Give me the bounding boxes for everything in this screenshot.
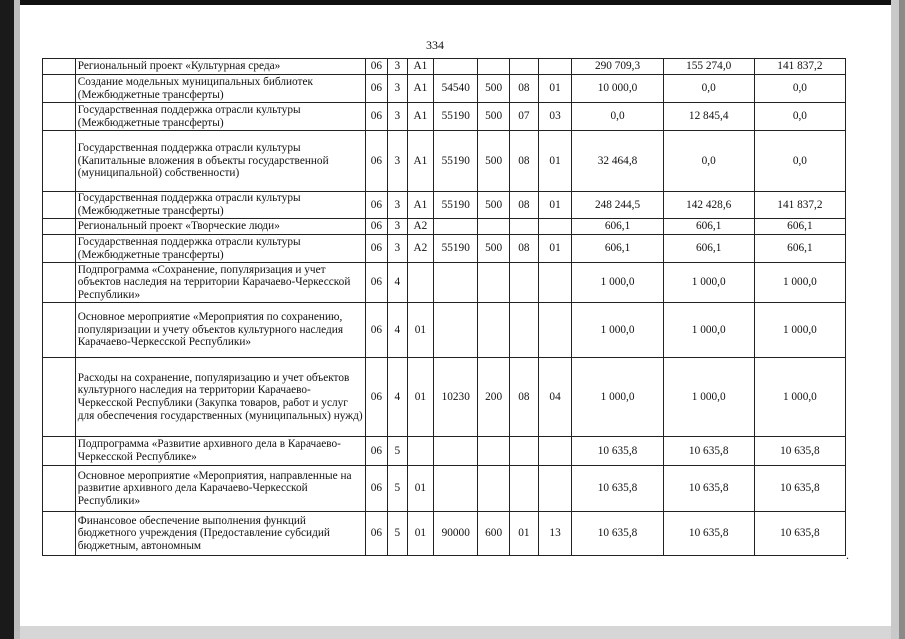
row-code-measure-cell: 01 <box>407 466 434 512</box>
row-code-program-cell: 06 <box>365 437 388 466</box>
row-code-program-cell: 06 <box>365 512 388 556</box>
row-amount-1-cell: 10 635,8 <box>572 437 663 466</box>
row-code-section-cell <box>510 59 539 75</box>
row-code-subprogram-cell: 3 <box>388 235 407 263</box>
row-code-subprogram-cell: 4 <box>388 358 407 437</box>
row-code-section-cell: 08 <box>510 131 539 192</box>
row-amount-2-cell: 142 428,6 <box>663 192 754 219</box>
budget-table <box>42 58 846 556</box>
row-name-cell: Государственная поддержка отрасли культуры (Межбюджетные трансферты) <box>75 103 365 131</box>
row-code-program-cell: 06 <box>365 103 388 131</box>
row-code-subsection-cell <box>538 466 572 512</box>
row-code-measure-cell: А1 <box>407 103 434 131</box>
row-name-cell: Государственная поддержка отрасли культуры (Межбюджетные трансферты) <box>75 192 365 219</box>
row-code-expense-type-cell <box>478 219 510 235</box>
row-code-program-cell: 06 <box>365 131 388 192</box>
row-code-subprogram-cell: 5 <box>388 437 407 466</box>
row-code-section-cell <box>510 437 539 466</box>
row-code-section-cell: 08 <box>510 358 539 437</box>
row-name-cell: Региональный проект «Творческие люди» <box>75 219 365 235</box>
row-name-cell: Подпрограмма «Сохранение, популяризация и учет объектов наследия на территории Карачаево-Черкесской Республики» <box>75 263 365 303</box>
row-code-section-cell <box>510 263 539 303</box>
row-amount-3-cell: 606,1 <box>754 219 845 235</box>
row-amount-1-cell: 10 635,8 <box>572 512 663 556</box>
row-name-cell: Финансовое обеспечение выполнения функций бюджетного учреждения (Предоставление субсидий бюджетным, автономным <box>75 512 365 556</box>
row-amount-3-cell: 0,0 <box>754 131 845 192</box>
row-code-measure-cell <box>407 437 434 466</box>
row-code-measure-cell: 01 <box>407 358 434 437</box>
table-row <box>43 303 846 358</box>
row-code-direction-cell: 55190 <box>434 131 478 192</box>
row-code-subsection-cell <box>538 219 572 235</box>
table-row <box>43 59 846 75</box>
row-amount-3-cell: 10 635,8 <box>754 466 845 512</box>
row-code-expense-type-cell: 500 <box>478 235 510 263</box>
row-margin-cell <box>43 59 76 75</box>
table-row <box>43 466 846 512</box>
row-code-subprogram-cell: 3 <box>388 219 407 235</box>
row-code-expense-type-cell: 500 <box>478 75 510 103</box>
row-code-expense-type-cell: 500 <box>478 131 510 192</box>
table-row <box>43 192 846 219</box>
row-code-measure-cell: А2 <box>407 219 434 235</box>
row-code-expense-type-cell: 500 <box>478 192 510 219</box>
row-code-section-cell: 08 <box>510 75 539 103</box>
table-row <box>43 235 846 263</box>
row-code-section-cell: 08 <box>510 192 539 219</box>
row-margin-cell <box>43 75 76 103</box>
table-row <box>43 219 846 235</box>
row-code-measure-cell: А2 <box>407 235 434 263</box>
row-name-cell: Региональный проект «Культурная среда» <box>75 59 365 75</box>
row-amount-2-cell: 10 635,8 <box>663 437 754 466</box>
row-code-program-cell: 06 <box>365 358 388 437</box>
row-amount-1-cell: 248 244,5 <box>572 192 663 219</box>
row-code-direction-cell <box>434 219 478 235</box>
row-code-direction-cell <box>434 437 478 466</box>
row-code-measure-cell <box>407 263 434 303</box>
table-row <box>43 437 846 466</box>
row-code-expense-type-cell: 200 <box>478 358 510 437</box>
table-row <box>43 103 846 131</box>
row-code-program-cell: 06 <box>365 219 388 235</box>
row-code-section-cell <box>510 466 539 512</box>
row-code-subprogram-cell: 3 <box>388 75 407 103</box>
scan-edge-left-shadow <box>14 0 20 639</box>
scan-edge-bottom <box>20 626 905 639</box>
row-code-subprogram-cell: 3 <box>388 59 407 75</box>
row-code-subprogram-cell: 3 <box>388 103 407 131</box>
row-name-cell: Основное мероприятие «Мероприятия, направленные на развитие архивного дела Карачаево-Черкесской Республики» <box>75 466 365 512</box>
table-row <box>43 512 846 556</box>
row-code-expense-type-cell: 500 <box>478 103 510 131</box>
row-code-program-cell: 06 <box>365 235 388 263</box>
row-amount-3-cell: 1 000,0 <box>754 303 845 358</box>
row-code-section-cell: 01 <box>510 512 539 556</box>
row-code-subprogram-cell: 4 <box>388 303 407 358</box>
row-code-direction-cell: 55190 <box>434 192 478 219</box>
row-code-subprogram-cell: 3 <box>388 131 407 192</box>
row-code-subprogram-cell: 5 <box>388 466 407 512</box>
row-code-subsection-cell <box>538 437 572 466</box>
row-amount-1-cell: 1 000,0 <box>572 303 663 358</box>
row-margin-cell <box>43 103 76 131</box>
row-code-program-cell: 06 <box>365 466 388 512</box>
row-amount-2-cell: 0,0 <box>663 131 754 192</box>
row-amount-1-cell: 10 000,0 <box>572 75 663 103</box>
row-code-direction-cell <box>434 263 478 303</box>
row-amount-2-cell: 1 000,0 <box>663 358 754 437</box>
row-amount-3-cell: 0,0 <box>754 103 845 131</box>
row-name-cell: Основное мероприятие «Мероприятия по сохранению, популяризации и учету объектов культурного наследия Карачаево-Черкесской Республики» <box>75 303 365 358</box>
row-amount-1-cell: 290 709,3 <box>572 59 663 75</box>
row-amount-3-cell: 1 000,0 <box>754 263 845 303</box>
row-code-subsection-cell: 04 <box>538 358 572 437</box>
row-code-direction-cell <box>434 466 478 512</box>
row-code-expense-type-cell <box>478 263 510 303</box>
row-code-direction-cell: 55190 <box>434 235 478 263</box>
row-amount-1-cell: 1 000,0 <box>572 358 663 437</box>
row-code-measure-cell: А1 <box>407 131 434 192</box>
row-code-measure-cell: А1 <box>407 75 434 103</box>
row-amount-2-cell: 1 000,0 <box>663 263 754 303</box>
row-code-measure-cell: А1 <box>407 192 434 219</box>
row-margin-cell <box>43 235 76 263</box>
row-code-subsection-cell: 01 <box>538 131 572 192</box>
table-row <box>43 263 846 303</box>
row-amount-3-cell: 141 837,2 <box>754 59 845 75</box>
scan-edge-right-shadow <box>899 0 905 639</box>
row-amount-3-cell: 1 000,0 <box>754 358 845 437</box>
row-code-direction-cell: 54540 <box>434 75 478 103</box>
row-code-subsection-cell: 13 <box>538 512 572 556</box>
row-code-subsection-cell <box>538 303 572 358</box>
row-code-subsection-cell: 01 <box>538 75 572 103</box>
row-code-expense-type-cell: 600 <box>478 512 510 556</box>
row-amount-1-cell: 606,1 <box>572 219 663 235</box>
row-code-measure-cell: 01 <box>407 512 434 556</box>
row-amount-2-cell: 10 635,8 <box>663 512 754 556</box>
row-code-subsection-cell: 01 <box>538 192 572 219</box>
row-code-section-cell: 07 <box>510 103 539 131</box>
row-amount-3-cell: 0,0 <box>754 75 845 103</box>
page-number: 334 <box>426 38 444 52</box>
row-margin-cell <box>43 358 76 437</box>
row-amount-2-cell: 155 274,0 <box>663 59 754 75</box>
scan-edge-left <box>0 0 14 639</box>
row-amount-3-cell: 10 635,8 <box>754 512 845 556</box>
row-code-subsection-cell: 01 <box>538 235 572 263</box>
table-row <box>43 358 846 437</box>
row-amount-2-cell: 1 000,0 <box>663 303 754 358</box>
row-code-expense-type-cell <box>478 466 510 512</box>
row-code-measure-cell: 01 <box>407 303 434 358</box>
row-margin-cell <box>43 466 76 512</box>
row-amount-1-cell: 32 464,8 <box>572 131 663 192</box>
budget-table-body <box>43 59 846 556</box>
row-amount-3-cell: 141 837,2 <box>754 192 845 219</box>
row-code-subsection-cell <box>538 263 572 303</box>
row-code-section-cell <box>510 303 539 358</box>
row-amount-1-cell: 0,0 <box>572 103 663 131</box>
row-code-direction-cell: 55190 <box>434 103 478 131</box>
row-amount-1-cell: 10 635,8 <box>572 466 663 512</box>
row-code-program-cell: 06 <box>365 263 388 303</box>
row-margin-cell <box>43 131 76 192</box>
row-code-expense-type-cell <box>478 437 510 466</box>
table-row <box>43 131 846 192</box>
row-margin-cell <box>43 512 76 556</box>
row-code-subprogram-cell: 4 <box>388 263 407 303</box>
row-code-program-cell: 06 <box>365 75 388 103</box>
row-code-direction-cell <box>434 303 478 358</box>
row-margin-cell <box>43 303 76 358</box>
row-amount-2-cell: 12 845,4 <box>663 103 754 131</box>
row-code-direction-cell: 90000 <box>434 512 478 556</box>
row-margin-cell <box>43 219 76 235</box>
row-code-subprogram-cell: 5 <box>388 512 407 556</box>
row-amount-2-cell: 606,1 <box>663 235 754 263</box>
table-row <box>43 75 846 103</box>
row-name-cell: Государственная поддержка отрасли культуры (Межбюджетные трансферты) <box>75 235 365 263</box>
row-amount-2-cell: 0,0 <box>663 75 754 103</box>
row-name-cell: Создание модельных муниципальных библиотек (Межбюджетные трансферты) <box>75 75 365 103</box>
row-code-expense-type-cell <box>478 303 510 358</box>
row-name-cell: Государственная поддержка отрасли культуры (Капитальные вложения в объекты государственной (муниципальной) собственности) <box>75 131 365 192</box>
row-name-cell: Расходы на сохранение, популяризацию и учет объектов культурного наследия на территории Карачаево-Черкесской Республики (Закупка товаров, работ и услуг для обеспечения государственных (муниципальных) нужд) <box>75 358 365 437</box>
scan-edge-top <box>0 0 905 5</box>
row-name-cell: Подпрограмма «Развитие архивного дела в Карачаево-Черкесской Республике» <box>75 437 365 466</box>
row-code-measure-cell: А1 <box>407 59 434 75</box>
trailing-mark: . <box>846 548 849 562</box>
row-margin-cell <box>43 192 76 219</box>
row-code-section-cell: 08 <box>510 235 539 263</box>
row-margin-cell <box>43 437 76 466</box>
row-amount-2-cell: 10 635,8 <box>663 466 754 512</box>
row-margin-cell <box>43 263 76 303</box>
row-code-direction-cell <box>434 59 478 75</box>
row-amount-3-cell: 606,1 <box>754 235 845 263</box>
row-code-program-cell: 06 <box>365 192 388 219</box>
row-code-subprogram-cell: 3 <box>388 192 407 219</box>
row-amount-3-cell: 10 635,8 <box>754 437 845 466</box>
row-code-program-cell: 06 <box>365 303 388 358</box>
row-code-direction-cell: 10230 <box>434 358 478 437</box>
row-code-subsection-cell <box>538 59 572 75</box>
row-code-expense-type-cell <box>478 59 510 75</box>
row-code-section-cell <box>510 219 539 235</box>
row-amount-1-cell: 1 000,0 <box>572 263 663 303</box>
row-amount-2-cell: 606,1 <box>663 219 754 235</box>
row-code-subsection-cell: 03 <box>538 103 572 131</box>
row-code-program-cell: 06 <box>365 59 388 75</box>
row-amount-1-cell: 606,1 <box>572 235 663 263</box>
